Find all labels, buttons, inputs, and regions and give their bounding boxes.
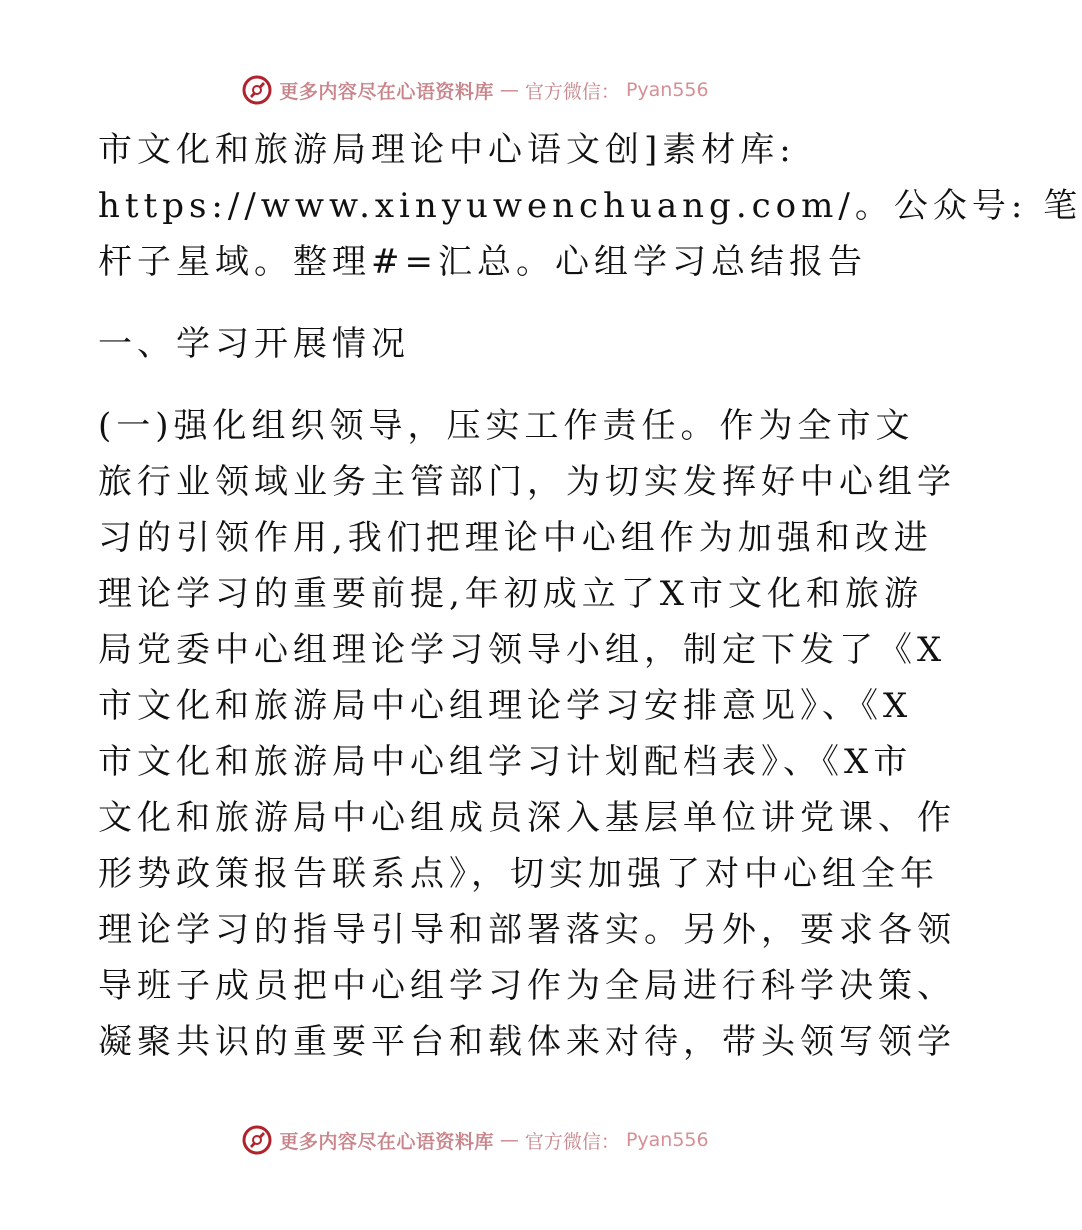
document-body xyxy=(98,122,1082,1070)
banner-dash: — xyxy=(499,79,519,101)
paragraph-line: 理论学习的重要前提,年初成立了X市文化和旅游 xyxy=(98,574,924,614)
banner-dash: — xyxy=(499,1129,519,1151)
wechat-id: Pyan556 xyxy=(625,79,709,101)
brand-logo-icon xyxy=(241,74,273,106)
intro-line: https://www.xinyuwenchuang.com/。公众号: 笔 xyxy=(98,186,1082,226)
paragraph-line: 局党委中心组理论学习领导小组，制定下发了《X xyxy=(98,630,947,670)
header-banner xyxy=(0,70,950,110)
wechat-id: Pyan556 xyxy=(625,1129,709,1151)
brand-text: 更多内容尽在心语资料库 xyxy=(279,1130,494,1153)
paragraph-line: 形势政策报告联系点》，切实加强了对中心组全年 xyxy=(98,854,939,894)
brand-logo-icon xyxy=(241,1124,273,1156)
intro-line: 杆子星域。整理#=汇总。心组学习总结报告 xyxy=(98,242,867,282)
wechat-label: 官方微信： xyxy=(524,80,620,103)
footer-banner xyxy=(0,1120,950,1160)
paragraph-line: 文化和旅游局中心组成员深入基层单位讲党课、作 xyxy=(98,798,956,838)
paragraph-line: 导班子成员把中心组学习作为全局进行科学决策、 xyxy=(98,966,956,1006)
paragraph-line: (一)强化组织领导，压实工作责任。作为全市文 xyxy=(98,406,915,446)
paragraph-line: 市文化和旅游局中心组理论学习安排意见》、《X xyxy=(98,686,913,726)
paragraph-line: 习的引领作用,我们把理论中心组作为加强和改进 xyxy=(98,518,933,558)
paragraph-line: 凝聚共识的重要平台和载体来对待，带头领写领学 xyxy=(98,1022,956,1062)
paragraph-line: 旅行业领域业务主管部门，为切实发挥好中心组学 xyxy=(98,462,956,502)
paragraph-line: 理论学习的指导引导和部署落实。另外，要求各领 xyxy=(98,910,956,950)
wechat-label: 官方微信： xyxy=(524,1130,620,1153)
paragraph-line: 市文化和旅游局中心组学习计划配档表》、《X市 xyxy=(98,742,913,782)
section-heading: 一、学习开展情况 xyxy=(98,324,410,364)
brand-text: 更多内容尽在心语资料库 xyxy=(279,80,494,103)
intro-line: 市文化和旅游局理论中心语文创]素材库: xyxy=(98,130,796,170)
